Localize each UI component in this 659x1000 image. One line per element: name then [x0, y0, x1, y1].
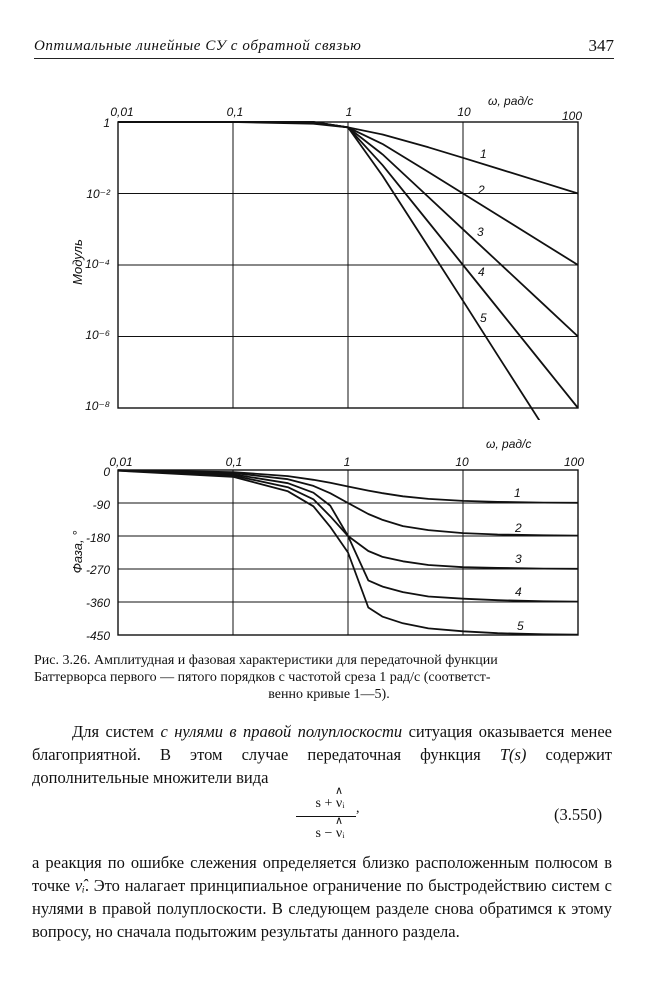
paragraph-1-text-a: Для систем [72, 722, 161, 741]
magnitude-x-tick-4: 100 [561, 109, 583, 123]
magnitude-x-axis-label: ω, рад/с [488, 94, 534, 108]
magnitude-x-tick-1: 0,1 [226, 105, 244, 119]
magnitude-y-axis-label: Модуль [70, 239, 85, 285]
magnitude-y-tick-2: 10⁻⁴ [85, 257, 110, 271]
paragraph-1-transfer-function: T(s) [499, 745, 527, 764]
magnitude-curve-label-3: 3 [477, 225, 484, 239]
paragraph-1-text-b: ситуация оказывается менее благоприятной. В этом случае передаточная функция [32, 722, 612, 764]
magnitude-x-tick-2: 1 [345, 105, 353, 119]
magnitude-curve-label-4: 4 [478, 265, 485, 279]
phase-x-tick-1: 0,1 [225, 455, 243, 469]
running-header [34, 36, 614, 59]
phase-x-tick-0: 0,01 [109, 455, 133, 469]
phase-x-tick-3: 10 [455, 455, 469, 469]
running-header-title: Оптимальные линейные СУ с обратной связью [34, 38, 362, 54]
magnitude-x-tick-3: 10 [457, 105, 471, 119]
phase-y-tick-2: -180 [85, 531, 110, 545]
figure-caption [34, 652, 624, 703]
magnitude-curve-label-5: 5 [480, 311, 487, 325]
equation-number: (3.550) [554, 805, 603, 824]
magnitude-chart [0, 90, 659, 420]
phase-y-tick-0: 0 [103, 465, 110, 479]
phase-curve-label-4: 4 [515, 585, 522, 599]
magnitude-grid [118, 122, 578, 408]
formula-comma: , [356, 801, 360, 816]
formula-3-550 [290, 787, 380, 847]
paragraph-1 [32, 720, 612, 789]
magnitude-y-tick-3: 10⁻⁶ [85, 328, 110, 342]
formula-denominator [290, 817, 370, 842]
magnitude-y-tick-4: 10⁻⁸ [85, 399, 110, 413]
magnitude-y-tick-0: 1 [103, 116, 110, 130]
phase-y-tick-3: -270 [85, 563, 110, 577]
formula-denominator-text: s − νᵢ [315, 826, 345, 841]
phase-x-tick-2: 1 [343, 455, 351, 469]
phase-y-tick-1: -90 [92, 498, 110, 512]
page-number: 347 [588, 36, 614, 55]
formula-denominator-hat: ∧ [334, 815, 344, 827]
magnitude-y-tick-1: 10⁻² [86, 187, 110, 201]
paragraph-2-text-a: а реакция по ошибке слежения определяется близко расположенным полюсом в точке [32, 853, 612, 895]
caption-line-3: венно кривые 1—5). [268, 687, 390, 702]
paragraph-2-pole: ν̂ᵢ [74, 876, 85, 895]
phase-curve-label-1: 1 [514, 486, 521, 500]
magnitude-curve-label-2: 2 [478, 183, 485, 197]
phase-curve-label-5: 5 [517, 619, 524, 633]
phase-curve-label-2: 2 [515, 521, 522, 535]
paragraph-2 [32, 851, 612, 943]
phase-x-axis-label: ω, рад/с [486, 437, 532, 451]
paragraph-1-emphasis: с нулями в правой полуплоскости [160, 722, 403, 741]
magnitude-x-tick-0: 0,01 [110, 105, 134, 119]
paragraph-1-text-c: содержит дополнительные множители вида [32, 745, 613, 787]
phase-x-tick-4: 100 [563, 455, 585, 469]
caption-line-1: Рис. 3.26. Амплитудная и фазовая характеристики для передаточной функции [34, 653, 498, 668]
formula-numerator-hat: ∧ [334, 785, 344, 797]
phase-y-axis-label: Фаза, ° [70, 530, 85, 574]
phase-curve-label-3: 3 [515, 552, 522, 566]
phase-chart [0, 432, 659, 642]
formula-numerator-text: s + νᵢ [315, 796, 345, 811]
phase-y-tick-5: -450 [85, 629, 110, 642]
magnitude-curve-label-1: 1 [480, 147, 487, 161]
caption-line-2: Баттерворса первого — пятого порядков с частотой среза 1 рад/с (соответст- [34, 670, 491, 685]
phase-y-tick-4: -360 [85, 596, 110, 610]
paragraph-2-text-b: . Это налагает принципиальное ограничение по быстродействию систем с нулями в правой полуплоскости. В следующем разделе снова обратимся к этому вопросу, но сначала подытожим результаты данного раздела. [32, 876, 613, 941]
